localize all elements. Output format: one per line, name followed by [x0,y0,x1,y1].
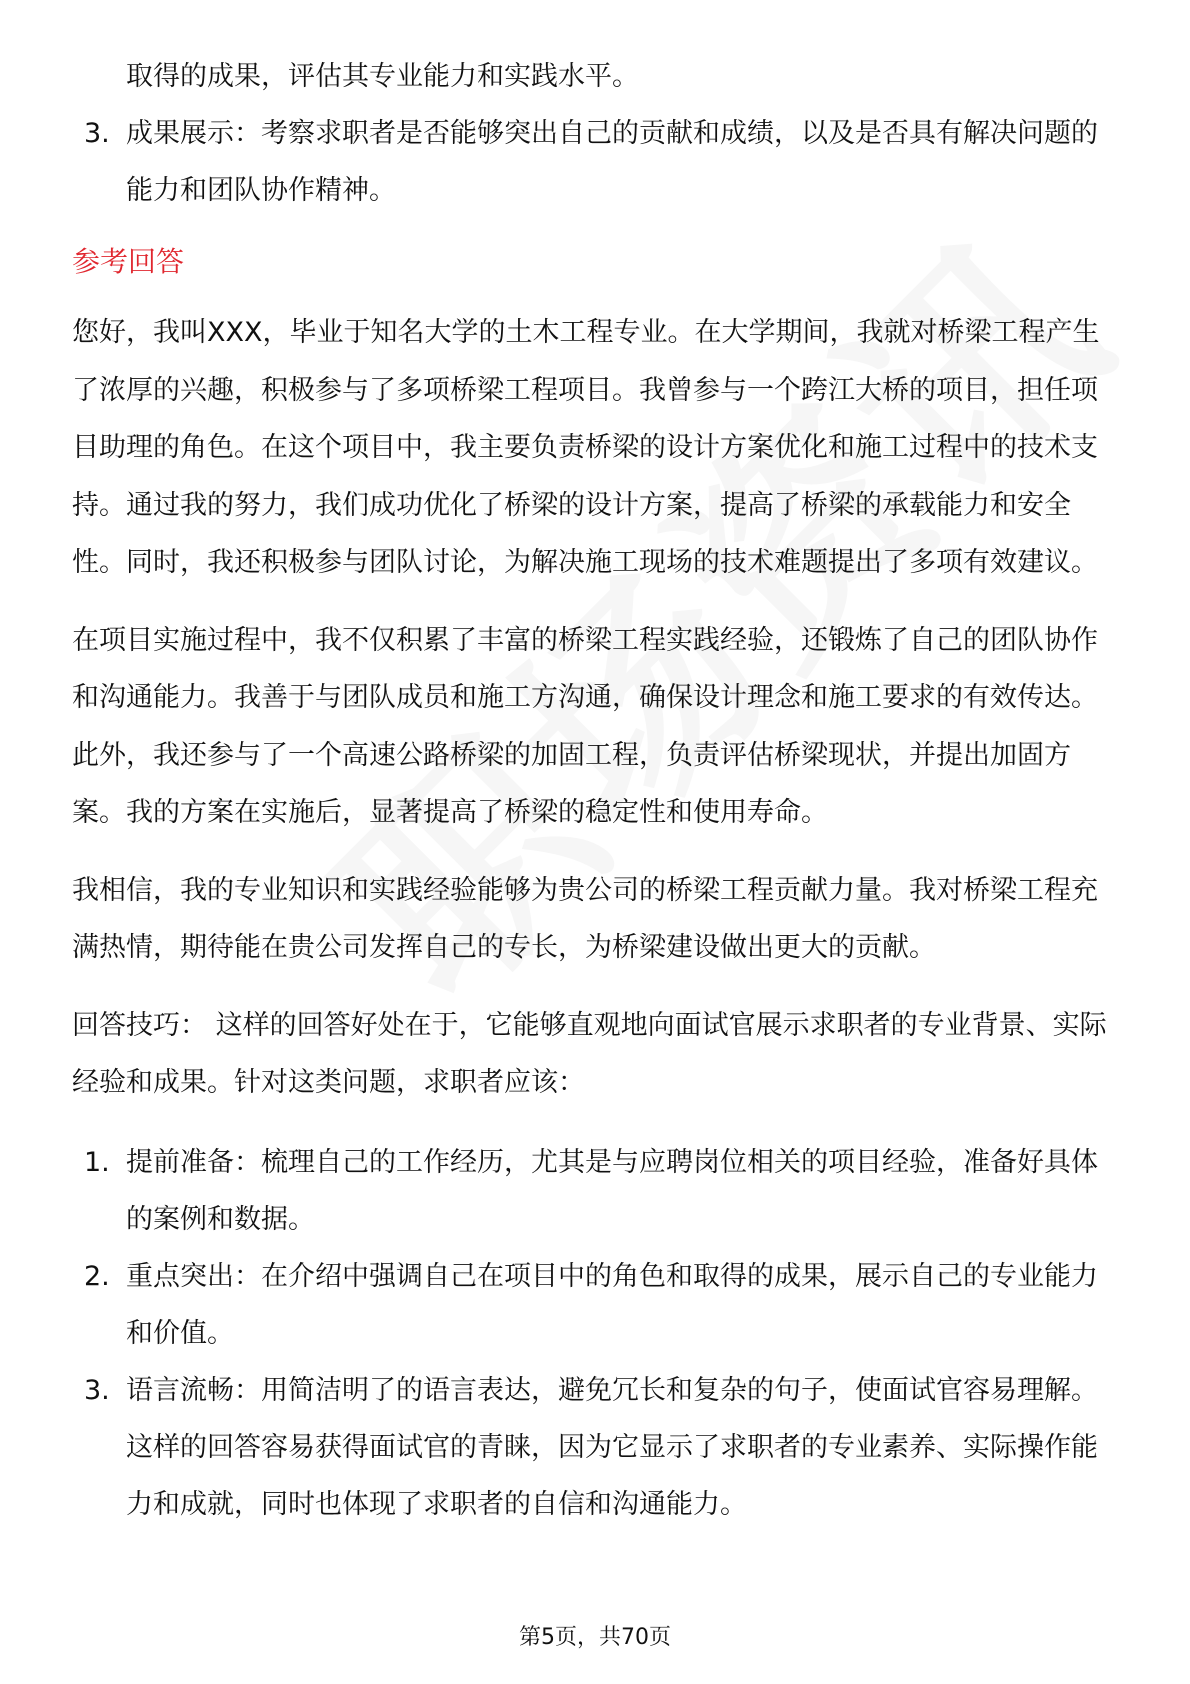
page-footer: 第5页，共70页 [519,1625,671,1650]
answer-paragraph-1: 您好，我叫XXX，毕业于知名大学的土木工程专业。在大学期间，我就对桥梁工程产生了浓厚的兴趣，积极参与了多项桥梁工程项目。我曾参与一个跨江大桥的项目，担任项目助理的角色。在这个项目中，我主要负责桥梁的设计方案优化和施工过程中的技术支持。通过我的努力，我们成功优化了桥梁的设计方案，提高了桥梁的承载能力和安全性。同时，我还积极参与团队讨论，为解决施工现场的技术难题提出了多项有效建议。 [72,317,1100,578]
tips-item-2-text: 重点突出：在介绍中强调自己在项目中的角色和取得的成果，展示自己的专业能力和价值。 [126,1260,1098,1349]
tips-item-2-number: 2. [84,1260,110,1292]
tips-item-3-number: 3. [84,1374,110,1406]
criteria-item-2-continuation [72,48,1122,105]
tips-item-1 [72,1134,1122,1248]
section-title: 参考回答 [72,245,185,278]
criteria-item-3-text: 成果展示：考察求职者是否能够突出自己的贡献和成绩，以及是否具有解决问题的能力和团队协作精神。 [126,118,1098,206]
tips-item-3-text: 语言流畅：用简洁明了的语言表达，避免冗长和复杂的句子，使面试官容易理解。 这样的回答容易获得面试官的青睐，因为它显示了求职者的专业素养、实际操作能力和成就，同时也体现了求职者的自信和沟通能力。 [126,1374,1098,1520]
answer-paragraph-2: 在项目实施过程中，我不仅积累了丰富的桥梁工程实践经验，还锻炼了自己的团队协作和沟通能力。我善于与团队成员和施工方沟通，确保设计理念和施工要求的有效传达。此外，我还参与了一个高速公路桥梁的加固工程，负责评估桥梁现状，并提出加固方案。我的方案在实施后，显著提高了桥梁的稳定性和使用寿命。 [72,624,1098,828]
tips-item-2 [72,1248,1122,1362]
criteria-item-3 [72,105,1122,219]
answer-paragraph-3: 我相信，我的专业知识和实践经验能够为贵公司的桥梁工程贡献力量。我对桥梁工程充满热情，期待能在贵公司发挥自己的专长，为桥梁建设做出更大的贡献。 [72,874,1098,963]
criteria-item-3-number: 3. [84,118,110,149]
tips-item-1-text: 提前准备：梳理自己的工作经历，尤其是与应聘岗位相关的项目经验，准备好具体的案例和数据。 [126,1146,1098,1235]
tips-intro: 回答技巧： 这样的回答好处在于，它能够直观地向面试官展示求职者的专业背景、实际经验和成果。针对这类问题，求职者应该： [72,1009,1107,1098]
page-content [72,48,1122,1533]
tips-item-3 [72,1362,1122,1533]
tips-item-1-number: 1. [84,1146,110,1178]
criteria-item-2-continuation-text: 取得的成果，评估其专业能力和实践水平。 [126,61,639,92]
